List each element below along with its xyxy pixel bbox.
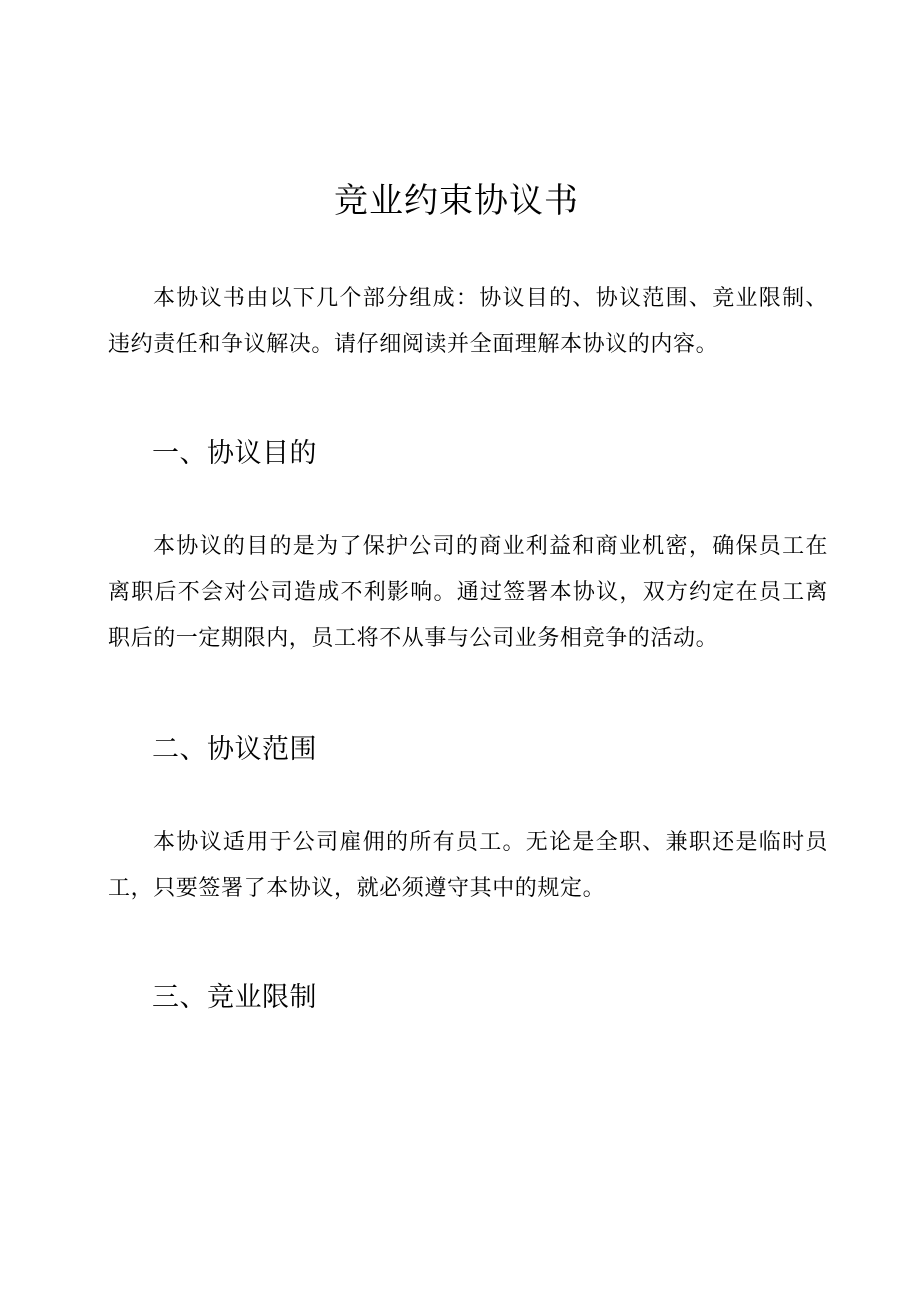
section-heading-non-compete: 三、竞业限制 <box>152 982 317 1013</box>
section-body-scope: 本协议适用于公司雇佣的所有员工。无论是全职、兼职还是临时员工，只要签署了本协议，就必须遵守其中的规定。 <box>108 830 828 901</box>
section-heading-scope: 二、协议范围 <box>152 734 317 765</box>
document-title: 竞业约束协议书 <box>334 181 579 221</box>
section-heading-purpose: 一、协议目的 <box>152 438 317 469</box>
intro-paragraph: 本协议书由以下几个部分组成：协议目的、协议范围、竞业限制、违约责任和争议解决。请仔细阅读并全面理解本协议的内容。 <box>108 286 828 357</box>
section-body-purpose: 本协议的目的是为了保护公司的商业利益和商业机密，确保员工在离职后不会对公司造成不利影响。通过签署本协议，双方约定在员工离职后的一定期限内，员工将不从事与公司业务相竞争的活动。 <box>108 534 828 651</box>
